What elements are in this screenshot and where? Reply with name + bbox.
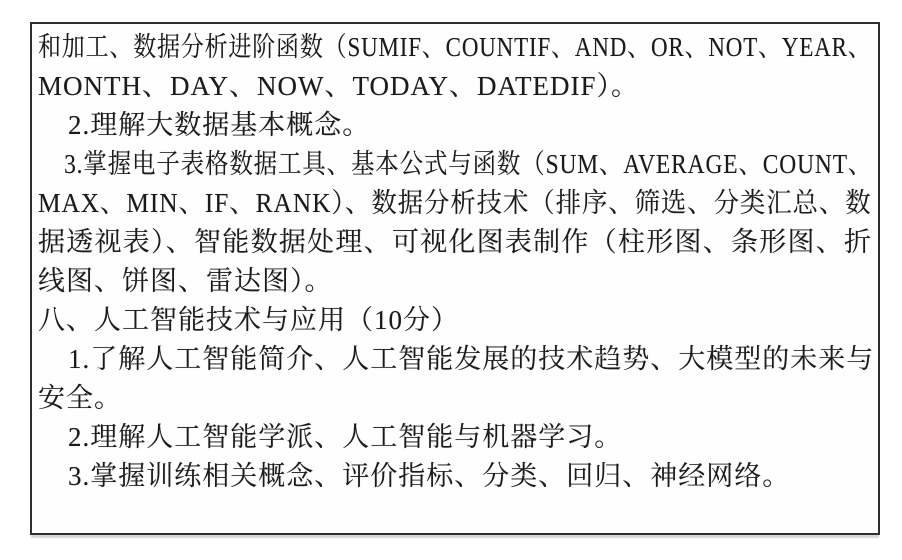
section-heading-line: 八、人工智能技术与应用（10分） bbox=[38, 305, 459, 335]
text-line: 据透视表）、智能数据处理、可视化图表制作（柱形图、条形图、折 bbox=[38, 227, 872, 257]
text-line: 3.掌握电子表格数据工具、基本公式与函数（SUM、AVERAGE、COUNT、 bbox=[64, 149, 873, 179]
text-line: 安全。 bbox=[38, 383, 122, 413]
text-line: 2.理解大数据基本概念。 bbox=[68, 110, 371, 140]
text-line: MONTH、DAY、NOW、TODAY、DATEDIF）。 bbox=[38, 71, 640, 101]
text-line: 1.了解人工智能简介、人工智能发展的技术趋势、大模型的未来与 bbox=[68, 344, 875, 374]
text-line: MAX、MIN、IF、RANK）、数据分析技术（排序、筛选、分类汇总、数 bbox=[38, 188, 872, 218]
text-line: 2.理解人工智能学派、人工智能与机器学习。 bbox=[68, 422, 623, 452]
syllabus-text-panel bbox=[30, 22, 880, 535]
text-line: 3.掌握训练相关概念、评价指标、分类、回归、神经网络。 bbox=[68, 461, 791, 491]
text-line: 和加工、数据分析进阶函数（SUMIF、COUNTIF、AND、OR、NOT、YEAR、 bbox=[38, 32, 872, 62]
text-line: 线图、饼图、雷达图）。 bbox=[38, 266, 333, 296]
